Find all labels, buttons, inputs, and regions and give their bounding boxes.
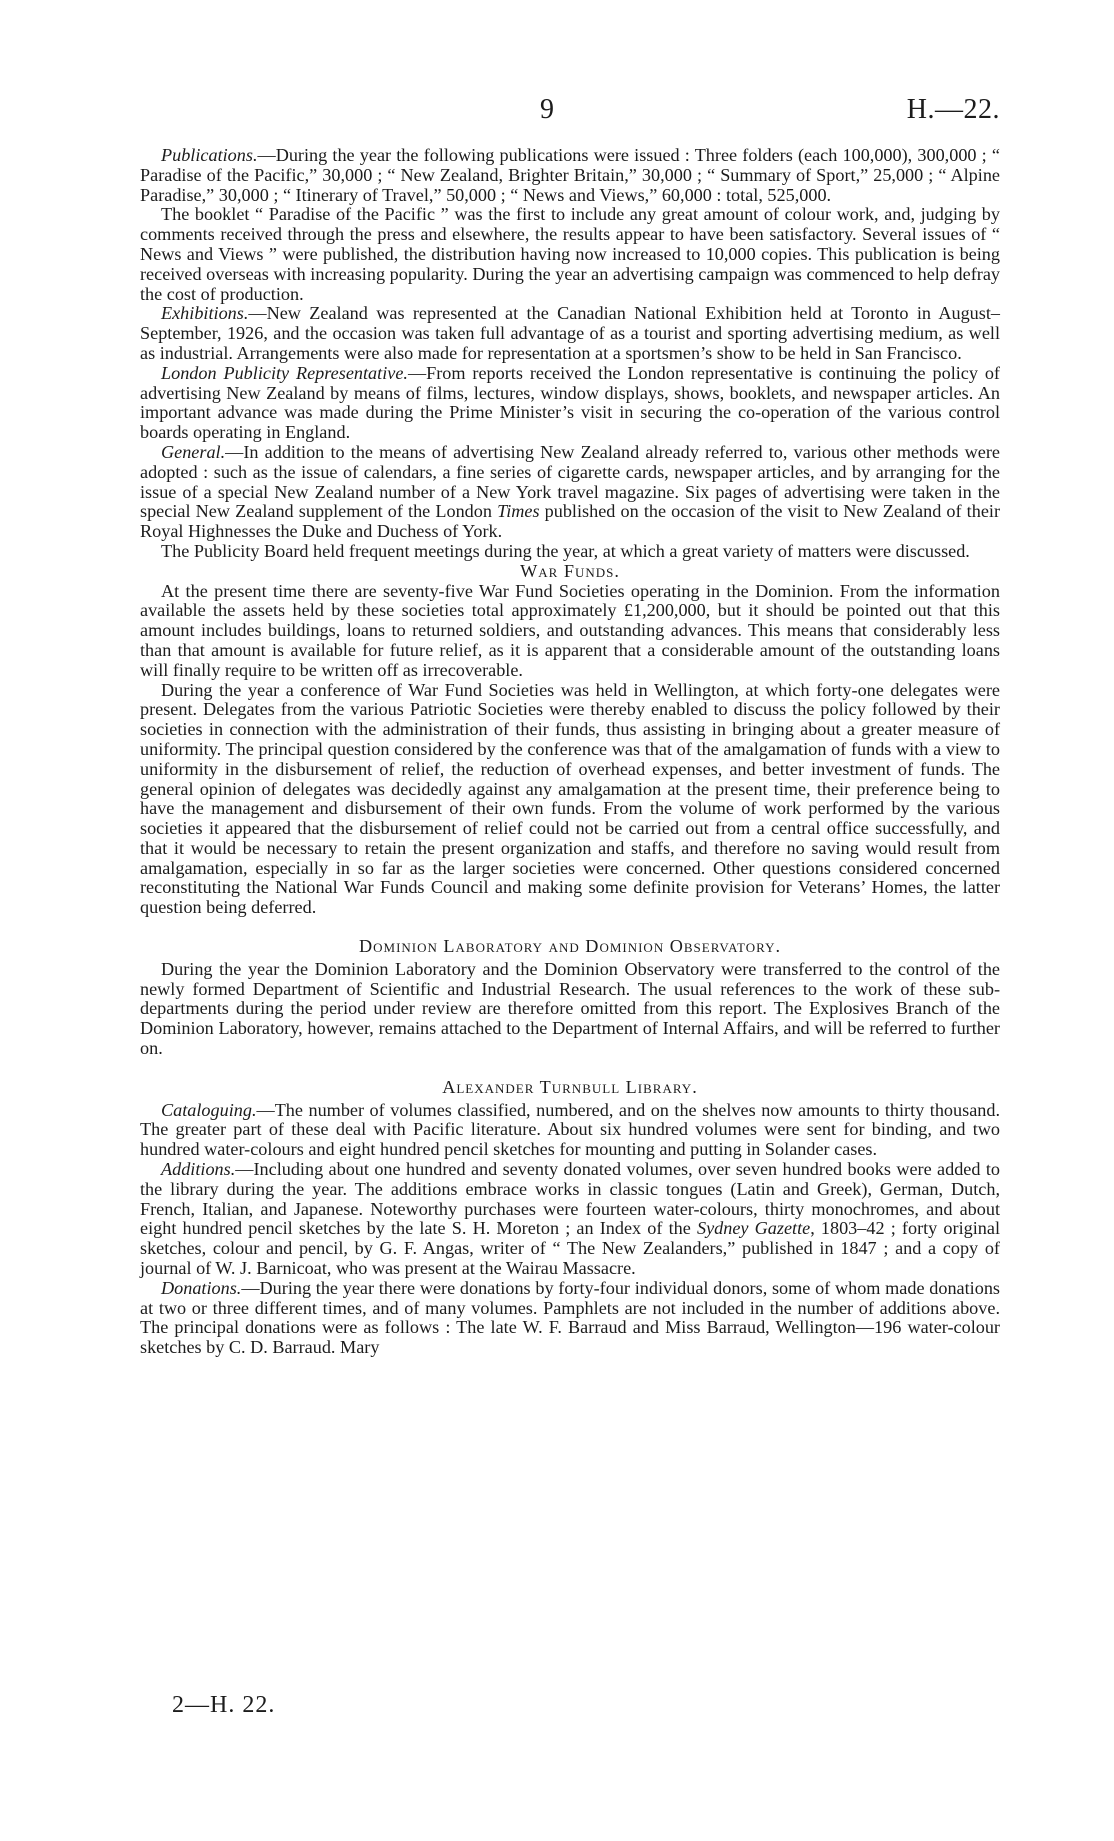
booklet-paragraph: The booklet “ Paradise of the Pacific ” was the first to include any great amount of colour work, and, judging by comments received through the press and elsewhere, the results appear to have been satisfactory. Several issues of “ News and Views ” were published, the distribution having now increased to 10,000 copies. This publication is being received overseas with increasing popularity. During the year an advertising campaign was commenced to help defray the cost of production. [140, 204, 1000, 304]
publicity-board-paragraph: The Publicity Board held frequent meetings during the year, at which a great variety of matters were discussed. [161, 540, 970, 561]
donations-paragraph [140, 1279, 1000, 1358]
laboratory-title: Dominion Laboratory and Dominion Observatory. [358, 936, 782, 957]
page-number: 9 [540, 94, 554, 125]
general-heading: General. [161, 441, 226, 462]
london-text: —From reports received the London representative is continuing the policy of advertising New Zealand by means of films, lectures, window displays, shows, booklets, and newspaper articles. An important advance was made during the Prime Minister’s visit in securing the co-operation of the various control boards operating in England. [140, 362, 1000, 443]
page-header [140, 94, 1000, 130]
london-paragraph [140, 364, 1000, 443]
times-title: Times [497, 501, 540, 522]
additions-text-after: , 1803–42 ; forty original sketches, colour and pencil, by G. F. Angas, writer of “ The New Zealanders,” published in 1847 ; and a copy of journal of W. J. Barnicoat, who was present at the Wairau Massacre. [140, 1218, 1001, 1279]
publications-paragraph [140, 146, 1000, 205]
war-funds-paragraph-1: At the present time there are seventy-five War Fund Societies operating in the Dominion. From the information available the assets held by these societies total approximately £1,200,000, but it should be pointed out that this amount includes buildings, loans to returned soldiers, and outstanding advances. This means that considerably less than that amount is available for future relief, as it is apparent that a considerable amount of the outstanding loans will finally require to be written off as irrecoverable. [140, 580, 1000, 680]
london-heading: London Publicity Representative. [161, 362, 408, 383]
library-title: Alexander Turnbull Library. [442, 1076, 698, 1097]
war-funds-paragraph-2: During the year a conference of War Fund Societies was held in Wellington, at which forty-one delegates were present. Delegates from the various Patriotic Societies were thereby enabled to discuss the policy followed by their societies in connection with the administration of their funds, thus assisting in bringing about a greater measure of uniformity. The principal question considered by the conference was that of the amalgamation of funds with a view to uniformity in the disbursement of relief, the reduction of overhead expenses, and better investment of funds. The general opinion of delegates was decidedly against any amalgamation at the present time, their preference being to have the management and disbursement of their own funds. From the volume of work performed by the various societies it appeared that the disbursement of relief could not be carried out from a central office successfully, and that it would be necessary to retain the present organization and staffs, and therefore no saving would result from amalgamation, especially in so far as the larger societies were concerned. Other questions considered concerned reconstituting the National War Funds Council and making some definite provision for Veterans’ Homes, the latter question being deferred. [140, 679, 1000, 918]
cataloguing-text: —The number of volumes classified, numbered, and on the shelves now amounts to thirty thousand. The greater part of these deal with Pacific literature. About six hundred volumes were sent for binding, and two hundred water-colours and eight hundred pencil sketches for mounting and putting in Solander cases. [140, 1099, 1000, 1160]
laboratory-paragraph: During the year the Dominion Laboratory and the Dominion Observatory were transferred to the control of the newly formed Department of Scientific and Industrial Research. The usual references to the work of these sub-departments during the period under review are therefore omitted from this report. The Explosives Branch of the Dominion Laboratory, however, remains attached to the Department of Internal Affairs, and will be referred to further on. [140, 958, 1000, 1059]
exhibitions-heading: Exhibitions. [161, 303, 249, 324]
general-text-before: —In addition to the means of advertising New Zealand already referred to, various other methods were adopted : such as the issue of calendars, a fine series of cigarette cards, newspaper articles, and by arranging for the issue of a special New Zealand number of a New York travel magazine. Six pages of advertising were taken in the special New Zealand supplement of the London [140, 441, 1000, 522]
footer-reference: 2—H. 22. [172, 1692, 276, 1718]
publications-text: —During the year the following publications were issued : Three folders (each 100,000), 300,000 ; “ Paradise of the Pacific,” 30,000 ; “ New Zealand, Brighter Britain,” 30,000 ; “ Summary of Sport,” 25,000 ; “ Alpine Paradise,” 30,000 ; “ Itinerary of Travel,” 50,000 ; “ News and Views,” 60,000 : total, 525,000. [140, 145, 1000, 205]
publications-heading: Publications. [161, 145, 258, 165]
cataloguing-paragraph [140, 1101, 1000, 1160]
sydney-gazette-title: Sydney Gazette [696, 1218, 811, 1239]
donations-text: —During the year there were donations by forty-four individual donors, some of whom made donations at two or three different times, and of many volumes. Pamphlets are not included in the number of additions above. The principal donations were as follows : The late W. F. Barraud and Miss Barraud, Wellington—196 water-colour sketches by C. D. Barraud. Mary [140, 1277, 1000, 1358]
additions-paragraph [140, 1160, 1000, 1279]
additions-text-before: —Including about one hundred and seventy donated volumes, over seven hundred books were added to the library during the year. The additions embrace works in classic tongues (Latin and Greek), German, Dutch, French, Italian, and Japanese. Noteworthy purchases were fourteen water-colours, thirty monochromes, and about eight hundred pencil sketches by the late S. H. Moreton ; an Index of the [140, 1159, 1000, 1239]
exhibitions-text: —New Zealand was represented at the Canadian National Exhibition held at Toronto in August–September, 1926, and the occasion was taken full advantage of as a tourist and sporting advertising medium, as well as industrial. Arrangements were also made for representation at a sportsmen’s show to be held in San Francisco. [140, 303, 1000, 363]
general-text-after: published on the occasion of the visit to New Zealand of their Royal Highnesses the Duke and Duchess of York. [140, 501, 1001, 542]
war-funds-title: War Funds. [520, 560, 620, 581]
document-reference: H.—22. [906, 94, 1000, 125]
exhibitions-paragraph [140, 304, 1000, 363]
report-body [140, 146, 1000, 1358]
cataloguing-heading: Cataloguing. [161, 1099, 257, 1120]
donations-heading: Donations. [161, 1277, 242, 1298]
additions-heading: Additions. [161, 1159, 236, 1180]
general-paragraph [140, 443, 1000, 542]
